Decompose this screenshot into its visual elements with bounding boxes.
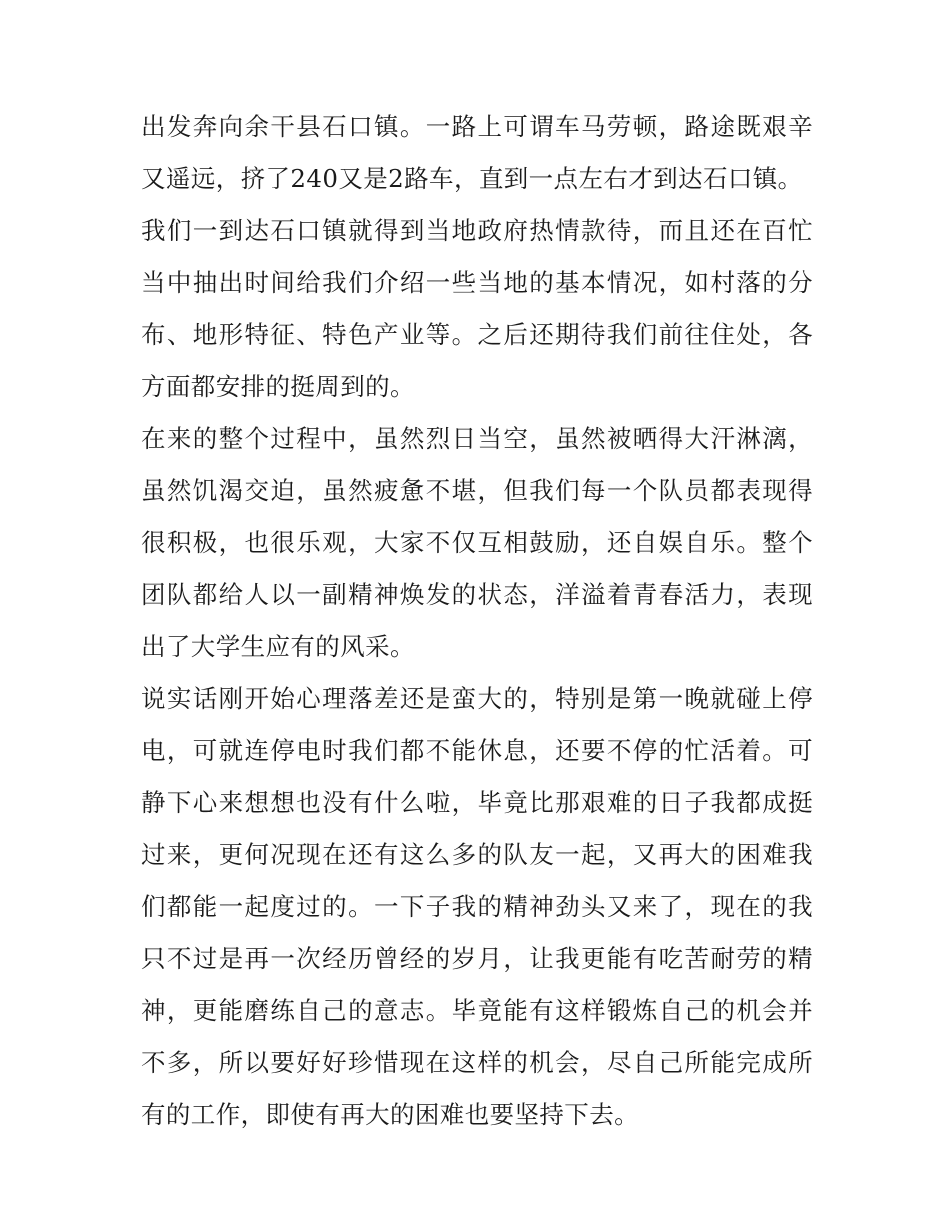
paragraph-reception: 我们一到达石口镇就得到当地政府热情款待，而且还在百忙当中抽出时间给我们介绍一些当地的基本情况，如村落的分布、地形特征、特色产业等。之后还期待我们前往住处，各方面都安排的挺周到的。 [141,216,813,401]
paragraph-reflection: 说实话刚开始心理落差还是蛮大的，特别是第一晚就碰上停电，可就连停电时我们都不能休息，还要不停的忙活着。可静下心来想想也没有什么啦，毕竟比那艰难的日子我都成挺过来，更何况现在还有这么多的队友一起，又再大的困难我们都能一起度过的。一下子我的精神劲头又来了，现在的我只不过是再一次经历曾经的岁月，让我更能有吃苦耐劳的精神，更能磨练自己的意志。毕竟能有这样锻炼自己的机会并不多，所以要好好珍惜现在这样的机会，尽自己所能完成所有的工作，即使有再大的困难也要坚持下去。 [141,684,813,1129]
paragraph-team-spirit: 在来的整个过程中，虽然烈日当空，虽然被晒得大汗淋漓，虽然饥渴交迫，虽然疲惫不堪，但我们每一个队员都表现得很积极，也很乐观，大家不仅互相鼓励，还自娱自乐。整个团队都给人以一副精神焕发的状态，洋溢着青春活力，表现出了大学生应有的风采。 [141,424,813,661]
paragraph-travel: 出发奔向余干县石口镇。一路上可谓车马劳顿，路途既艰辛又遥远，挤了240又是2路车，直到一点左右才到达石口镇。 [141,112,813,193]
document-body [141,101,813,1141]
